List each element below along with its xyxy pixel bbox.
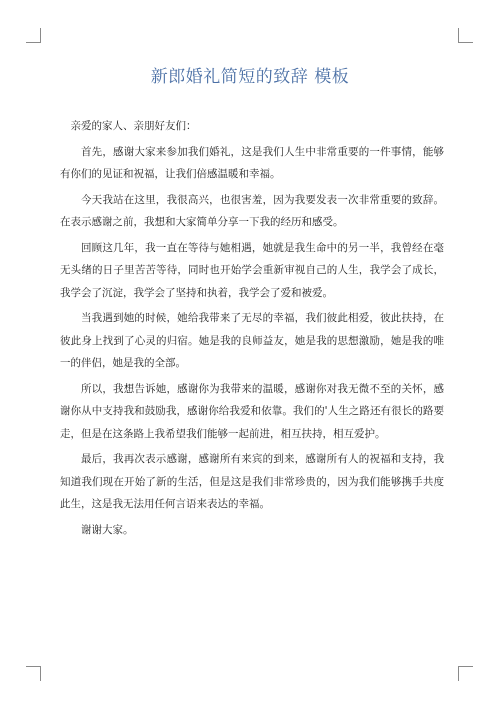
paragraph: 今天我站在这里，我很高兴，也很害羞，因为我要发表一次非常重要的致辞。在表示感谢之前，我想和大家简单分享一下我的经历和感受。 — [60, 193, 444, 228]
document-body — [60, 115, 444, 544]
crop-mark-top-right — [458, 28, 473, 43]
greeting: 亲爱的家人、亲朋好友们： — [70, 120, 197, 132]
paragraph: 最后，我再次表示感谢，感谢所有来宾的到来，感谢所有人的祝福和支持，我知道我们现在开始了新的生活，但是这是我们非常珍贵的，因为我们能够携手共度此生，这是我无法用任何言语来表达的幸福。 — [60, 453, 444, 510]
paragraph: 回顾这几年，我一直在等待与她相遇，她就是我生命中的另一半，我曾经在毫无头绪的日子里苦苦等待，同时也开始学会重新审视自己的人生，我学会了成长，我学会了沉淀，我学会了坚持和执着，我学会了爱和被爱。 — [60, 241, 444, 299]
crop-mark-top-left — [26, 28, 41, 43]
crop-mark-bottom-left — [26, 666, 41, 681]
closing: 谢谢大家。 — [81, 523, 134, 536]
document-title: 新郎婚礼简短的致辞 模板 — [150, 67, 350, 87]
paragraph: 当我遇到她的时候，她给我带来了无尽的幸福，我们彼此相爱，彼此扶持，在彼此身上找到了心灵的归宿。她是我的良师益友，她是我的思想激励，她是我的唯一的伴侣，她是我的全部。 — [60, 312, 444, 369]
paragraph: 所以，我想告诉她，感谢你为我带来的温暖，感谢你对我无微不至的关怀，感谢你从中支持我和鼓励我，感谢你给我爱和依靠。我们的'人生之路还有很长的路要走，但是在这条路上我希望我们能够一起前进，相互扶持，相互爱护。 — [60, 382, 444, 440]
crop-mark-bottom-right — [458, 666, 473, 681]
paragraph: 首先，感谢大家来参加我们婚礼，这是我们人生中非常重要的一件事情，能够有你们的见证和祝福，让我们倍感温暖和幸福。 — [60, 145, 444, 180]
